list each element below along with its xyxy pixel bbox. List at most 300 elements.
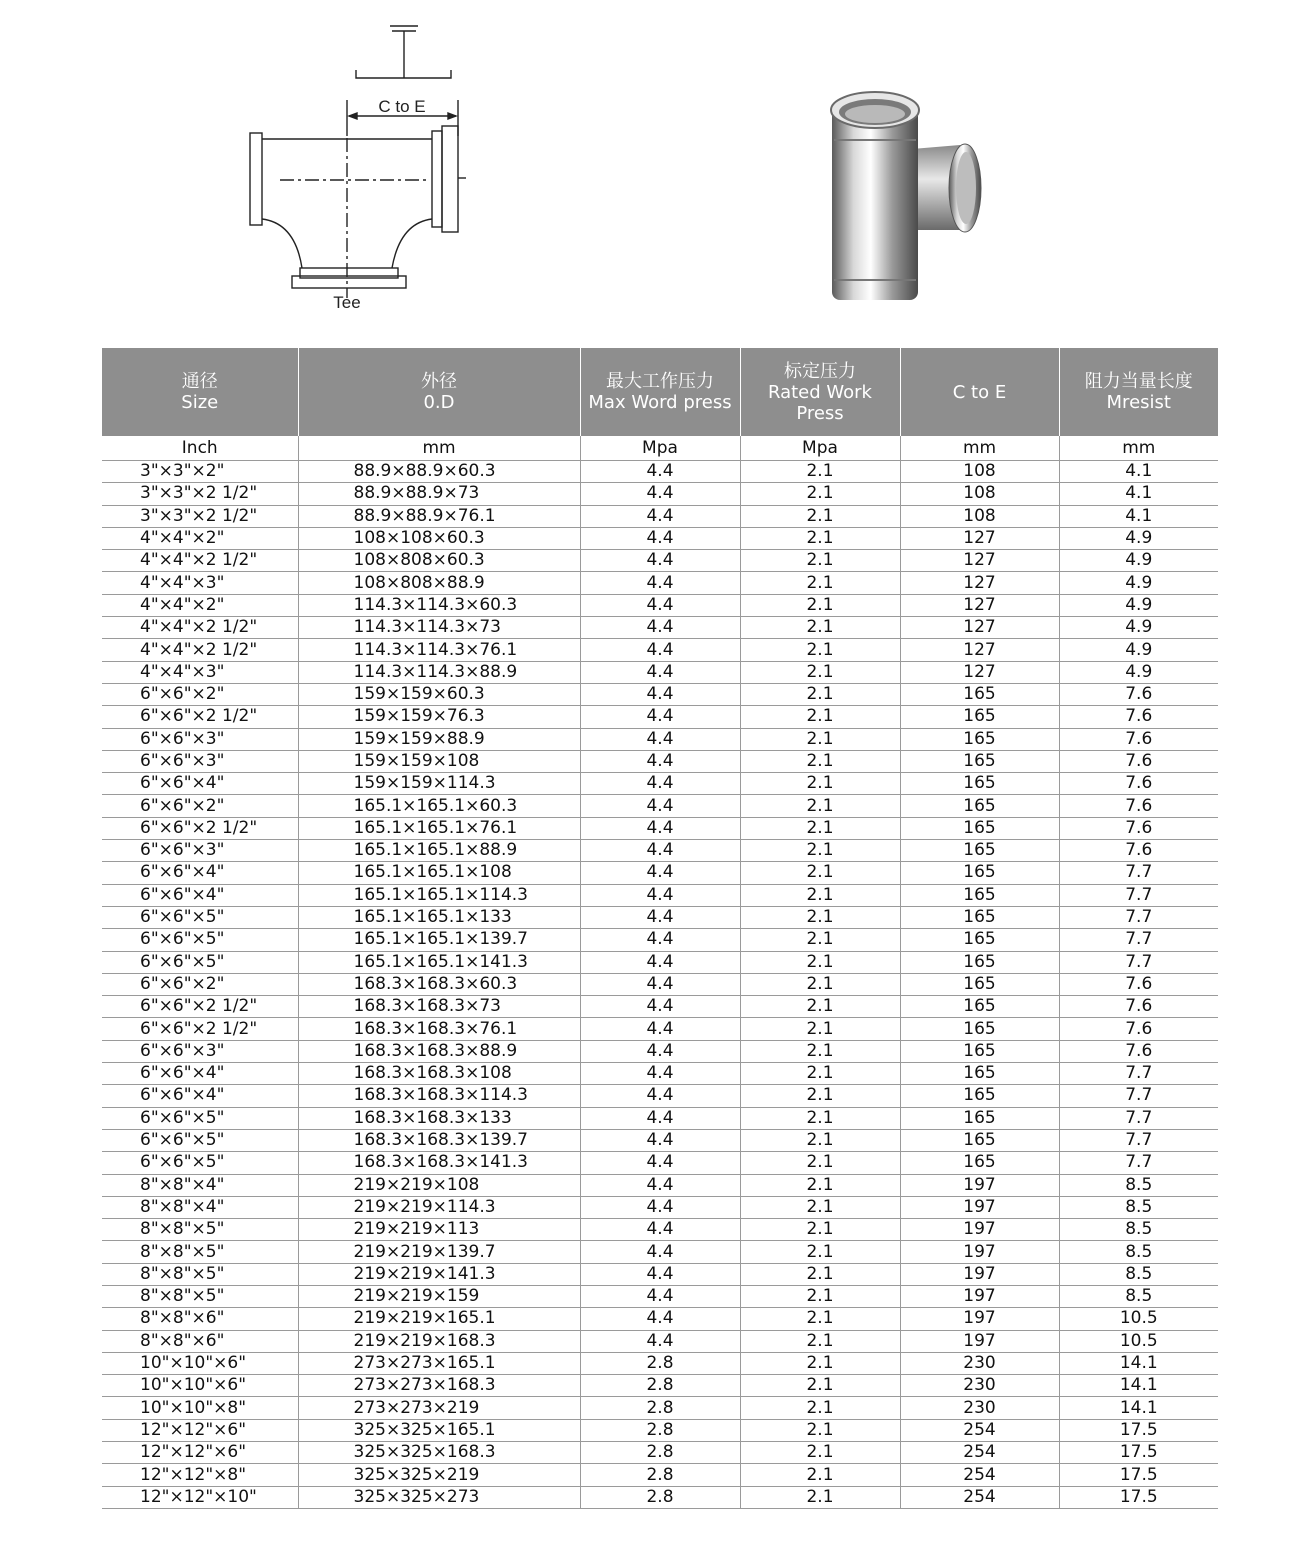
cell-rated-work-press: 2.1 xyxy=(740,1241,900,1263)
column-header-rated-work-press xyxy=(740,348,900,436)
c-to-e-dimension-label: C to E xyxy=(378,97,426,116)
cell-size: 8"×8"×6" xyxy=(102,1330,298,1352)
cell-c-to-e: 165 xyxy=(900,1085,1059,1107)
cell-outer-diameter: 168.3×168.3×60.3 xyxy=(298,973,580,995)
cell-rated-work-press: 2.1 xyxy=(740,996,900,1018)
cell-size: 3"×3"×2 1/2" xyxy=(102,483,298,505)
cell-mresist: 7.6 xyxy=(1059,817,1218,839)
table-row xyxy=(102,1063,1218,1085)
cell-size: 8"×8"×5" xyxy=(102,1285,298,1307)
cell-c-to-e: 165 xyxy=(900,817,1059,839)
column-header-en-label: 0.D xyxy=(423,392,455,413)
column-header-cn-label: 阻力当量长度 xyxy=(1084,371,1193,392)
cell-size: 6"×6"×2 1/2" xyxy=(102,817,298,839)
table-row xyxy=(102,750,1218,772)
table-row xyxy=(102,1330,1218,1352)
tee-photo-svg xyxy=(820,80,1000,310)
cell-size: 8"×8"×5" xyxy=(102,1219,298,1241)
column-header-size xyxy=(102,348,298,436)
cell-max-work-press: 2.8 xyxy=(580,1486,740,1508)
cell-outer-diameter: 159×159×76.3 xyxy=(298,706,580,728)
table-row xyxy=(102,483,1218,505)
cell-size: 8"×8"×4" xyxy=(102,1174,298,1196)
cell-outer-diameter: 325×325×273 xyxy=(298,1486,580,1508)
cell-rated-work-press: 2.1 xyxy=(740,461,900,483)
table-row xyxy=(102,1129,1218,1151)
cell-size: 12"×12"×6" xyxy=(102,1419,298,1441)
cell-rated-work-press: 2.1 xyxy=(740,1375,900,1397)
cell-max-work-press: 4.4 xyxy=(580,1263,740,1285)
column-header-max-work-press xyxy=(580,348,740,436)
cell-outer-diameter: 273×273×168.3 xyxy=(298,1375,580,1397)
cell-mresist: 8.5 xyxy=(1059,1285,1218,1307)
table-row xyxy=(102,1352,1218,1374)
cell-mresist: 8.5 xyxy=(1059,1219,1218,1241)
cell-mresist: 17.5 xyxy=(1059,1464,1218,1486)
cell-size: 6"×6"×3" xyxy=(102,840,298,862)
cell-mresist: 7.6 xyxy=(1059,728,1218,750)
cell-c-to-e: 254 xyxy=(900,1486,1059,1508)
cell-max-work-press: 4.4 xyxy=(580,1174,740,1196)
column-header-en-label: Size xyxy=(181,392,219,413)
cell-max-work-press: 2.8 xyxy=(580,1375,740,1397)
cell-size: 6"×6"×4" xyxy=(102,1085,298,1107)
cell-outer-diameter: 219×219×113 xyxy=(298,1219,580,1241)
cell-outer-diameter: 165.1×165.1×60.3 xyxy=(298,795,580,817)
column-header-en-label: C to E xyxy=(952,381,1007,403)
cell-rated-work-press: 2.1 xyxy=(740,1285,900,1307)
table-row xyxy=(102,795,1218,817)
cell-max-work-press: 4.4 xyxy=(580,1018,740,1040)
cell-c-to-e: 165 xyxy=(900,1018,1059,1040)
diagram-caption: Tee xyxy=(333,293,361,312)
cell-c-to-e: 108 xyxy=(900,505,1059,527)
cell-rated-work-press: 2.1 xyxy=(740,594,900,616)
cell-max-work-press: 4.4 xyxy=(580,862,740,884)
cell-size: 4"×4"×3" xyxy=(102,661,298,683)
cell-size: 6"×6"×4" xyxy=(102,773,298,795)
cell-max-work-press: 4.4 xyxy=(580,1219,740,1241)
tee-specification-table xyxy=(102,348,1218,1509)
cell-max-work-press: 2.8 xyxy=(580,1397,740,1419)
cell-max-work-press: 4.4 xyxy=(580,594,740,616)
cell-outer-diameter: 165.1×165.1×133 xyxy=(298,906,580,928)
cell-mresist: 7.7 xyxy=(1059,862,1218,884)
table-row xyxy=(102,840,1218,862)
cell-mresist: 17.5 xyxy=(1059,1486,1218,1508)
cell-max-work-press: 4.4 xyxy=(580,1063,740,1085)
cell-max-work-press: 4.4 xyxy=(580,884,740,906)
cell-rated-work-press: 2.1 xyxy=(740,1196,900,1218)
table-row xyxy=(102,1241,1218,1263)
cell-c-to-e: 197 xyxy=(900,1219,1059,1241)
cell-max-work-press: 4.4 xyxy=(580,750,740,772)
table-row xyxy=(102,1285,1218,1307)
cell-mresist: 4.1 xyxy=(1059,461,1218,483)
cell-max-work-press: 4.4 xyxy=(580,683,740,705)
cell-outer-diameter: 273×273×219 xyxy=(298,1397,580,1419)
cell-size: 8"×8"×4" xyxy=(102,1196,298,1218)
table-row xyxy=(102,1196,1218,1218)
cell-size: 6"×6"×5" xyxy=(102,1107,298,1129)
cell-size: 6"×6"×4" xyxy=(102,1063,298,1085)
cell-rated-work-press: 2.1 xyxy=(740,1486,900,1508)
cell-outer-diameter: 165.1×165.1×108 xyxy=(298,862,580,884)
cell-size: 12"×12"×10" xyxy=(102,1486,298,1508)
cell-rated-work-press: 2.1 xyxy=(740,550,900,572)
cell-mresist: 4.9 xyxy=(1059,572,1218,594)
cell-max-work-press: 4.4 xyxy=(580,840,740,862)
cell-c-to-e: 165 xyxy=(900,1107,1059,1129)
cell-max-work-press: 4.4 xyxy=(580,550,740,572)
cell-outer-diameter: 273×273×165.1 xyxy=(298,1352,580,1374)
cell-size: 10"×10"×8" xyxy=(102,1397,298,1419)
cell-c-to-e: 197 xyxy=(900,1263,1059,1285)
cell-c-to-e: 165 xyxy=(900,795,1059,817)
cell-outer-diameter: 168.3×168.3×139.7 xyxy=(298,1129,580,1151)
cell-mresist: 7.7 xyxy=(1059,1152,1218,1174)
cell-c-to-e: 230 xyxy=(900,1375,1059,1397)
cell-mresist: 7.7 xyxy=(1059,1107,1218,1129)
cell-c-to-e: 127 xyxy=(900,639,1059,661)
cell-rated-work-press: 2.1 xyxy=(740,1152,900,1174)
cell-size: 4"×4"×2" xyxy=(102,594,298,616)
cell-outer-diameter: 219×219×168.3 xyxy=(298,1330,580,1352)
cell-mresist: 17.5 xyxy=(1059,1419,1218,1441)
cell-mresist: 7.6 xyxy=(1059,973,1218,995)
unit-cell: mm xyxy=(900,436,1059,461)
cell-mresist: 7.7 xyxy=(1059,1129,1218,1151)
table-row xyxy=(102,1263,1218,1285)
cell-rated-work-press: 2.1 xyxy=(740,661,900,683)
cell-max-work-press: 4.4 xyxy=(580,817,740,839)
cell-rated-work-press: 2.1 xyxy=(740,728,900,750)
cell-mresist: 10.5 xyxy=(1059,1330,1218,1352)
cell-c-to-e: 165 xyxy=(900,773,1059,795)
cell-mresist: 8.5 xyxy=(1059,1241,1218,1263)
cell-max-work-press: 4.4 xyxy=(580,1085,740,1107)
cell-outer-diameter: 325×325×165.1 xyxy=(298,1419,580,1441)
cell-c-to-e: 165 xyxy=(900,1129,1059,1151)
cell-max-work-press: 4.4 xyxy=(580,505,740,527)
cell-outer-diameter: 114.3×114.3×76.1 xyxy=(298,639,580,661)
cell-max-work-press: 4.4 xyxy=(580,973,740,995)
cell-outer-diameter: 165.1×165.1×114.3 xyxy=(298,884,580,906)
cell-rated-work-press: 2.1 xyxy=(740,1129,900,1151)
cell-mresist: 17.5 xyxy=(1059,1442,1218,1464)
cell-outer-diameter: 219×219×114.3 xyxy=(298,1196,580,1218)
cell-mresist: 4.9 xyxy=(1059,550,1218,572)
cell-outer-diameter: 168.3×168.3×73 xyxy=(298,996,580,1018)
cell-rated-work-press: 2.1 xyxy=(740,840,900,862)
table-row xyxy=(102,929,1218,951)
table-row xyxy=(102,1308,1218,1330)
cell-rated-work-press: 2.1 xyxy=(740,1419,900,1441)
cell-mresist: 4.9 xyxy=(1059,617,1218,639)
cell-outer-diameter: 168.3×168.3×141.3 xyxy=(298,1152,580,1174)
cell-max-work-press: 4.4 xyxy=(580,1129,740,1151)
cell-size: 6"×6"×3" xyxy=(102,750,298,772)
cell-outer-diameter: 219×219×141.3 xyxy=(298,1263,580,1285)
cell-c-to-e: 254 xyxy=(900,1464,1059,1486)
cell-c-to-e: 108 xyxy=(900,483,1059,505)
cell-c-to-e: 165 xyxy=(900,728,1059,750)
cell-c-to-e: 254 xyxy=(900,1419,1059,1441)
cell-rated-work-press: 2.1 xyxy=(740,1085,900,1107)
cell-rated-work-press: 2.1 xyxy=(740,1397,900,1419)
cell-rated-work-press: 2.1 xyxy=(740,951,900,973)
cell-mresist: 7.7 xyxy=(1059,1085,1218,1107)
cell-rated-work-press: 2.1 xyxy=(740,1063,900,1085)
cell-c-to-e: 165 xyxy=(900,840,1059,862)
cell-size: 8"×8"×5" xyxy=(102,1263,298,1285)
cell-size: 12"×12"×6" xyxy=(102,1442,298,1464)
table-row xyxy=(102,550,1218,572)
cell-c-to-e: 230 xyxy=(900,1397,1059,1419)
cell-rated-work-press: 2.1 xyxy=(740,1442,900,1464)
column-header-en-label: Max Word press xyxy=(588,392,732,413)
column-header-en-label: Mresist xyxy=(1106,392,1171,413)
cell-rated-work-press: 2.1 xyxy=(740,1174,900,1196)
cell-size: 6"×6"×4" xyxy=(102,884,298,906)
cell-c-to-e: 165 xyxy=(900,1063,1059,1085)
table-row xyxy=(102,1107,1218,1129)
cell-outer-diameter: 165.1×165.1×139.7 xyxy=(298,929,580,951)
cell-c-to-e: 165 xyxy=(900,706,1059,728)
cell-size: 4"×4"×2 1/2" xyxy=(102,617,298,639)
cell-max-work-press: 4.4 xyxy=(580,661,740,683)
cell-c-to-e: 127 xyxy=(900,572,1059,594)
cell-c-to-e: 127 xyxy=(900,661,1059,683)
cell-mresist: 7.7 xyxy=(1059,929,1218,951)
cell-c-to-e: 197 xyxy=(900,1330,1059,1352)
cell-outer-diameter: 88.9×88.9×73 xyxy=(298,483,580,505)
cell-max-work-press: 4.4 xyxy=(580,1107,740,1129)
unit-cell: mm xyxy=(298,436,580,461)
table-row xyxy=(102,572,1218,594)
cell-mresist: 7.6 xyxy=(1059,996,1218,1018)
cell-c-to-e: 165 xyxy=(900,906,1059,928)
cell-c-to-e: 165 xyxy=(900,929,1059,951)
cell-max-work-press: 4.4 xyxy=(580,527,740,549)
table-row xyxy=(102,1018,1218,1040)
cell-max-work-press: 4.4 xyxy=(580,1330,740,1352)
cell-rated-work-press: 2.1 xyxy=(740,572,900,594)
cell-mresist: 10.5 xyxy=(1059,1308,1218,1330)
cell-max-work-press: 4.4 xyxy=(580,572,740,594)
cell-c-to-e: 165 xyxy=(900,750,1059,772)
cell-c-to-e: 165 xyxy=(900,1040,1059,1062)
cell-mresist: 4.9 xyxy=(1059,594,1218,616)
unit-cell: mm xyxy=(1059,436,1218,461)
column-header-cn-label: 最大工作压力 xyxy=(606,371,714,392)
column-header-cn-label: 外径 xyxy=(421,371,457,392)
cell-mresist: 4.9 xyxy=(1059,639,1218,661)
cell-size: 3"×3"×2" xyxy=(102,461,298,483)
cell-max-work-press: 4.4 xyxy=(580,929,740,951)
cell-rated-work-press: 2.1 xyxy=(740,817,900,839)
table-row xyxy=(102,817,1218,839)
cell-c-to-e: 165 xyxy=(900,1152,1059,1174)
cell-outer-diameter: 159×159×88.9 xyxy=(298,728,580,750)
cell-max-work-press: 2.8 xyxy=(580,1464,740,1486)
table-row xyxy=(102,594,1218,616)
cell-outer-diameter: 108×108×60.3 xyxy=(298,527,580,549)
cell-max-work-press: 4.4 xyxy=(580,996,740,1018)
cell-c-to-e: 127 xyxy=(900,527,1059,549)
cell-rated-work-press: 2.1 xyxy=(740,750,900,772)
cell-max-work-press: 2.8 xyxy=(580,1442,740,1464)
column-header-c-to-e xyxy=(900,348,1059,436)
table-row xyxy=(102,973,1218,995)
cell-rated-work-press: 2.1 xyxy=(740,1308,900,1330)
table-row xyxy=(102,773,1218,795)
cell-outer-diameter: 219×219×159 xyxy=(298,1285,580,1307)
cell-outer-diameter: 165.1×165.1×88.9 xyxy=(298,840,580,862)
table-row xyxy=(102,617,1218,639)
table-row xyxy=(102,1040,1218,1062)
cell-max-work-press: 4.4 xyxy=(580,1040,740,1062)
cell-rated-work-press: 2.1 xyxy=(740,1352,900,1374)
cell-max-work-press: 4.4 xyxy=(580,728,740,750)
cell-outer-diameter: 88.9×88.9×60.3 xyxy=(298,461,580,483)
tee-product-photo xyxy=(820,80,1000,310)
cell-max-work-press: 4.4 xyxy=(580,1308,740,1330)
table-row xyxy=(102,461,1218,483)
column-header-mresist xyxy=(1059,348,1218,436)
cell-mresist: 14.1 xyxy=(1059,1352,1218,1374)
cell-c-to-e: 165 xyxy=(900,884,1059,906)
cell-c-to-e: 165 xyxy=(900,996,1059,1018)
cell-rated-work-press: 2.1 xyxy=(740,1107,900,1129)
cell-size: 6"×6"×5" xyxy=(102,906,298,928)
cell-rated-work-press: 2.1 xyxy=(740,639,900,661)
cell-mresist: 7.6 xyxy=(1059,706,1218,728)
cell-size: 8"×8"×6" xyxy=(102,1308,298,1330)
cell-rated-work-press: 2.1 xyxy=(740,929,900,951)
cell-mresist: 4.1 xyxy=(1059,483,1218,505)
cell-size: 10"×10"×6" xyxy=(102,1352,298,1374)
table-row xyxy=(102,862,1218,884)
cell-mresist: 4.9 xyxy=(1059,661,1218,683)
cell-outer-diameter: 168.3×168.3×133 xyxy=(298,1107,580,1129)
cell-outer-diameter: 114.3×114.3×73 xyxy=(298,617,580,639)
cell-c-to-e: 197 xyxy=(900,1196,1059,1218)
cell-outer-diameter: 114.3×114.3×88.9 xyxy=(298,661,580,683)
cell-c-to-e: 197 xyxy=(900,1285,1059,1307)
tee-technical-drawing xyxy=(240,18,480,318)
cell-max-work-press: 4.4 xyxy=(580,1152,740,1174)
cell-size: 4"×4"×2" xyxy=(102,527,298,549)
cell-size: 6"×6"×2" xyxy=(102,795,298,817)
column-header-cn-label: 标定压力 xyxy=(784,360,856,382)
cell-rated-work-press: 2.1 xyxy=(740,617,900,639)
unit-cell: Inch xyxy=(102,436,298,461)
cell-rated-work-press: 2.1 xyxy=(740,1464,900,1486)
cell-rated-work-press: 2.1 xyxy=(740,1040,900,1062)
cell-c-to-e: 254 xyxy=(900,1442,1059,1464)
cell-mresist: 7.6 xyxy=(1059,795,1218,817)
cell-rated-work-press: 2.1 xyxy=(740,1330,900,1352)
cell-c-to-e: 165 xyxy=(900,973,1059,995)
cell-size: 6"×6"×5" xyxy=(102,929,298,951)
cell-size: 6"×6"×3" xyxy=(102,1040,298,1062)
cell-mresist: 7.6 xyxy=(1059,750,1218,772)
cell-rated-work-press: 2.1 xyxy=(740,773,900,795)
cell-outer-diameter: 168.3×168.3×114.3 xyxy=(298,1085,580,1107)
table-row xyxy=(102,996,1218,1018)
cell-mresist: 7.6 xyxy=(1059,773,1218,795)
cell-size: 8"×8"×5" xyxy=(102,1241,298,1263)
cell-outer-diameter: 168.3×168.3×108 xyxy=(298,1063,580,1085)
table-header xyxy=(102,348,1218,436)
table-row xyxy=(102,505,1218,527)
cell-mresist: 14.1 xyxy=(1059,1397,1218,1419)
cell-c-to-e: 197 xyxy=(900,1241,1059,1263)
cell-rated-work-press: 2.1 xyxy=(740,483,900,505)
cell-max-work-press: 2.8 xyxy=(580,1352,740,1374)
cell-size: 6"×6"×5" xyxy=(102,951,298,973)
cell-max-work-press: 4.4 xyxy=(580,639,740,661)
cell-size: 6"×6"×4" xyxy=(102,862,298,884)
cell-max-work-press: 4.4 xyxy=(580,1285,740,1307)
table-row xyxy=(102,1464,1218,1486)
cell-c-to-e: 165 xyxy=(900,683,1059,705)
cell-outer-diameter: 159×159×114.3 xyxy=(298,773,580,795)
cell-outer-diameter: 108×808×88.9 xyxy=(298,572,580,594)
cell-mresist: 7.6 xyxy=(1059,840,1218,862)
cell-rated-work-press: 2.1 xyxy=(740,505,900,527)
cell-outer-diameter: 108×808×60.3 xyxy=(298,550,580,572)
cell-size: 6"×6"×2" xyxy=(102,973,298,995)
unit-cell: Mpa xyxy=(580,436,740,461)
cell-max-work-press: 4.4 xyxy=(580,1196,740,1218)
cell-mresist: 8.5 xyxy=(1059,1196,1218,1218)
table-row xyxy=(102,683,1218,705)
cell-outer-diameter: 168.3×168.3×88.9 xyxy=(298,1040,580,1062)
cell-mresist: 7.7 xyxy=(1059,951,1218,973)
table-row xyxy=(102,1219,1218,1241)
cell-max-work-press: 4.4 xyxy=(580,483,740,505)
cell-rated-work-press: 2.1 xyxy=(740,527,900,549)
cell-size: 6"×6"×5" xyxy=(102,1129,298,1151)
table-row xyxy=(102,661,1218,683)
column-header-cn-label: 通径 xyxy=(181,371,218,392)
cell-size: 6"×6"×3" xyxy=(102,728,298,750)
cell-rated-work-press: 2.1 xyxy=(740,795,900,817)
cell-mresist: 8.5 xyxy=(1059,1174,1218,1196)
cell-rated-work-press: 2.1 xyxy=(740,973,900,995)
cell-size: 6"×6"×5" xyxy=(102,1152,298,1174)
cell-max-work-press: 4.4 xyxy=(580,461,740,483)
cell-rated-work-press: 2.1 xyxy=(740,906,900,928)
cell-c-to-e: 127 xyxy=(900,617,1059,639)
cell-size: 4"×4"×2 1/2" xyxy=(102,550,298,572)
cell-c-to-e: 165 xyxy=(900,862,1059,884)
cell-rated-work-press: 2.1 xyxy=(740,1219,900,1241)
cell-mresist: 7.6 xyxy=(1059,1018,1218,1040)
cell-size: 6"×6"×2 1/2" xyxy=(102,706,298,728)
cell-c-to-e: 127 xyxy=(900,594,1059,616)
cell-max-work-press: 4.4 xyxy=(580,795,740,817)
cell-max-work-press: 4.4 xyxy=(580,617,740,639)
cell-rated-work-press: 2.1 xyxy=(740,862,900,884)
cell-size: 6"×6"×2 1/2" xyxy=(102,996,298,1018)
tee-drawing-svg xyxy=(240,18,480,318)
unit-cell: Mpa xyxy=(740,436,900,461)
cell-size: 6"×6"×2" xyxy=(102,683,298,705)
table-row xyxy=(102,1397,1218,1419)
